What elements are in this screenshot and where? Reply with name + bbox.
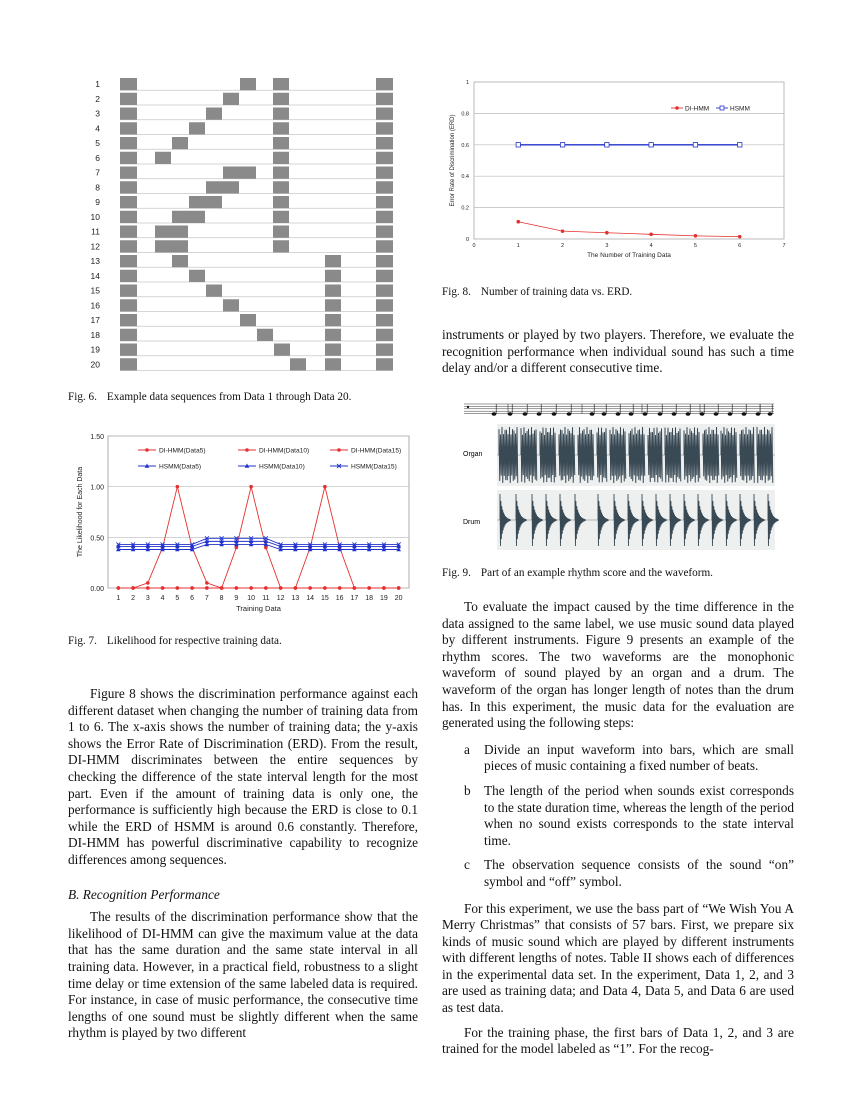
fig8-x-tick-label: 5 bbox=[693, 243, 697, 249]
fig9-note-head bbox=[714, 412, 719, 415]
fig7-x-tick-label: 17 bbox=[350, 595, 359, 602]
fig9-note-head bbox=[537, 412, 542, 415]
fig6-sound-block bbox=[120, 329, 137, 341]
fig8-series-line bbox=[518, 222, 739, 237]
fig6-sound-block bbox=[376, 93, 393, 105]
fig6-sound-block bbox=[376, 196, 393, 208]
fig7-data-point bbox=[146, 586, 150, 590]
fig7-y-tick-label: 0.00 bbox=[90, 586, 104, 593]
fig6-sound-block bbox=[325, 255, 341, 267]
fig9-rhythm-waveform bbox=[442, 398, 794, 554]
fig8-x-tick-label: 6 bbox=[738, 243, 742, 249]
step-text: The length of the period when sounds exist corresponds to the state duration time, whereas the length of the period when no sound exists corresponds to the state interval time. bbox=[484, 782, 794, 848]
left-column-text bbox=[68, 686, 418, 1042]
fig9-note-head bbox=[728, 412, 733, 415]
fig7-x-tick-label: 2 bbox=[131, 595, 136, 602]
fig9-note-head bbox=[590, 412, 595, 415]
fig7-y-axis-label: The Likelihood for Each Data bbox=[77, 466, 84, 558]
fig6-sound-block bbox=[376, 78, 393, 90]
fig6-sound-block bbox=[257, 329, 273, 341]
fig6-sound-block bbox=[120, 181, 137, 193]
paragraph-evaluation-setup: To evaluate the impact caused by the time difference in the data assigned to the same label, we use music sound data played by different instruments. Figure 9 presents an example of the rhythm scores. The two waveforms are the monophonic waveform of sound played by an organ and a drum. The waveform of the organ has longer length of notes than the drum has. In this experiment, the music data for the evaluation are generated using the following steps: bbox=[442, 599, 794, 731]
organ-label: Organ bbox=[463, 451, 483, 458]
fig6-sound-block bbox=[376, 358, 393, 370]
fig9-note-head bbox=[658, 412, 663, 415]
fig8-data-point bbox=[605, 143, 609, 147]
fig6-sound-block bbox=[172, 255, 188, 267]
fig6-sound-block bbox=[120, 122, 137, 134]
fig6-sound-block bbox=[376, 226, 393, 238]
fig6-sound-block bbox=[189, 196, 222, 208]
fig8-y-tick-label: 0 bbox=[465, 237, 469, 243]
fig7-x-tick-label: 15 bbox=[320, 595, 329, 602]
fig6-sound-block bbox=[223, 93, 239, 105]
fig9-note-head bbox=[768, 412, 773, 415]
fig6-sound-block bbox=[120, 93, 137, 105]
fig8-legend-label: DI-HMM bbox=[685, 105, 710, 113]
section-heading-recognition-performance: B. Recognition Performance bbox=[68, 886, 220, 902]
fig8-data-point bbox=[649, 232, 653, 236]
paragraph-instruments-continuation: instruments or played by two players. Therefore, we evaluate the recognition performance when individual sound has such a time delay and/or a different consecutive time. bbox=[442, 327, 794, 376]
fig7-x-tick-label: 12 bbox=[276, 595, 285, 602]
fig6-sound-block bbox=[325, 329, 341, 341]
fig6-sound-block bbox=[376, 152, 393, 164]
fig6-sequence-diagram bbox=[80, 74, 400, 374]
fig7-x-tick-label: 13 bbox=[291, 595, 300, 602]
fig6-sound-block bbox=[273, 211, 289, 223]
fig7-series-line bbox=[118, 544, 398, 549]
fig8-figure bbox=[440, 72, 800, 272]
fig7-x-axis-label: Training Data bbox=[236, 604, 281, 613]
fig7-data-point bbox=[294, 586, 298, 590]
paragraph-training-phase: For the training phase, the first bars of Data 1, 2, and 3 are trained for the model labeled as “1”. For the recog- bbox=[442, 1024, 794, 1057]
fig6-caption bbox=[68, 390, 428, 404]
fig9-figure bbox=[442, 398, 794, 554]
fig6-sound-block bbox=[376, 270, 393, 282]
fig7-y-tick-label: 0.50 bbox=[90, 535, 104, 543]
steps-list bbox=[442, 742, 794, 891]
fig6-sound-block bbox=[120, 299, 137, 311]
fig7-data-point bbox=[176, 586, 180, 590]
fig6-row-label: 19 bbox=[90, 344, 100, 355]
fig7-caption-label: Fig. 7. bbox=[68, 635, 97, 647]
fig8-legend-marker bbox=[720, 106, 724, 110]
fig7-data-point bbox=[249, 586, 253, 590]
fig6-sound-block bbox=[273, 108, 289, 120]
fig7-data-point bbox=[131, 586, 135, 590]
fig6-sound-block bbox=[120, 270, 137, 282]
fig6-sound-block bbox=[223, 167, 256, 179]
fig9-note-head bbox=[756, 412, 761, 415]
fig6-sound-block bbox=[240, 78, 256, 90]
fig6-sound-block bbox=[155, 152, 171, 164]
fig6-sound-block bbox=[273, 240, 289, 252]
fig9-note-head bbox=[492, 412, 497, 415]
fig6-sound-block bbox=[325, 299, 341, 311]
fig7-x-tick-label: 16 bbox=[335, 595, 344, 602]
fig7-legend-label: HSMM(Data5) bbox=[159, 463, 202, 471]
fig6-sound-block bbox=[290, 358, 306, 370]
fig7-x-tick-label: 18 bbox=[365, 595, 374, 602]
fig7-data-point bbox=[205, 581, 209, 585]
fig6-sound-block bbox=[376, 137, 393, 149]
fig6-row-label: 16 bbox=[90, 300, 100, 311]
fig6-sound-block bbox=[376, 299, 393, 311]
fig7-legend-marker bbox=[145, 448, 149, 452]
fig6-sound-block bbox=[120, 240, 137, 252]
fig9-note-head bbox=[629, 412, 634, 415]
fig6-row-label: 12 bbox=[90, 241, 100, 252]
fig7-x-tick-label: 5 bbox=[175, 595, 180, 602]
fig6-sound-block bbox=[376, 314, 393, 326]
fig6-sound-block bbox=[120, 358, 137, 370]
fig8-data-point bbox=[516, 220, 520, 224]
fig9-note-head bbox=[508, 412, 513, 415]
fig6-caption-label: Fig. 6. bbox=[68, 391, 97, 403]
fig7-data-point bbox=[190, 586, 194, 590]
fig7-likelihood-chart bbox=[68, 426, 423, 616]
right-column-text-main bbox=[442, 599, 794, 1058]
step-item bbox=[442, 783, 794, 849]
fig8-data-point bbox=[738, 235, 742, 239]
fig7-legend-label: HSMM(Data15) bbox=[351, 463, 397, 471]
fig7-data-point bbox=[146, 581, 150, 585]
fig6-row-label: 5 bbox=[95, 138, 100, 148]
fig9-note-head bbox=[672, 412, 677, 415]
fig8-data-point bbox=[561, 229, 565, 233]
step-text: The observation sequence consists of the sound “on” symbol and “off” symbol. bbox=[484, 857, 794, 889]
fig6-sound-block bbox=[273, 93, 289, 105]
fig6-sound-block bbox=[376, 108, 393, 120]
fig6-row-label: 18 bbox=[90, 329, 100, 340]
fig7-data-point bbox=[264, 586, 268, 590]
fig6-sound-block bbox=[273, 78, 289, 90]
fig7-x-tick-label: 9 bbox=[234, 595, 239, 602]
fig6-sound-block bbox=[206, 285, 222, 297]
fig8-y-axis-label: Error Rate of Discrimination (ERD) bbox=[450, 114, 456, 207]
fig6-sound-block bbox=[325, 344, 341, 356]
fig6-sound-block bbox=[376, 122, 393, 134]
fig6-sound-block bbox=[273, 137, 289, 149]
fig7-data-point bbox=[397, 586, 401, 590]
right-column-text-top bbox=[442, 327, 794, 377]
fig7-data-point bbox=[161, 586, 165, 590]
fig6-sound-block bbox=[376, 181, 393, 193]
fig6-sound-block bbox=[376, 240, 393, 252]
fig6-sound-block bbox=[273, 226, 289, 238]
fig7-legend-label: DI-HMM(Data15) bbox=[351, 447, 402, 455]
fig8-data-point bbox=[516, 143, 520, 147]
fig7-data-point bbox=[367, 586, 371, 590]
step-label: c bbox=[464, 857, 470, 873]
fig6-row-label: 10 bbox=[90, 211, 100, 222]
fig8-x-tick-label: 4 bbox=[649, 243, 653, 249]
fig6-sound-block bbox=[273, 181, 289, 193]
fig9-note-head bbox=[742, 412, 747, 415]
fig7-x-tick-label: 6 bbox=[190, 595, 195, 602]
fig9-caption bbox=[442, 566, 802, 580]
fig6-row-label: 9 bbox=[95, 197, 100, 207]
fig9-note-head bbox=[602, 412, 607, 415]
fig6-row-label: 13 bbox=[90, 256, 100, 266]
fig6-sound-block bbox=[273, 122, 289, 134]
fig6-sound-block bbox=[273, 167, 289, 179]
fig8-x-tick-label: 1 bbox=[516, 243, 520, 249]
fig6-figure bbox=[80, 74, 400, 374]
fig9-note-head bbox=[643, 412, 648, 415]
fig6-sound-block bbox=[325, 270, 341, 282]
fig6-sound-block bbox=[240, 314, 256, 326]
fig7-x-tick-label: 14 bbox=[306, 595, 315, 602]
fig9-note-head bbox=[686, 412, 691, 415]
fig8-data-point bbox=[738, 143, 742, 147]
fig8-x-tick-label: 7 bbox=[782, 243, 786, 249]
fig6-sound-block bbox=[189, 122, 205, 134]
fig7-x-tick-label: 4 bbox=[160, 595, 165, 602]
fig6-sound-block bbox=[189, 270, 205, 282]
fig7-data-point bbox=[235, 586, 239, 590]
fig6-row-label: 11 bbox=[91, 226, 100, 237]
fig6-sound-block bbox=[325, 358, 341, 370]
fig6-sound-block bbox=[376, 285, 393, 297]
fig9-note-head bbox=[616, 412, 621, 415]
fig6-sound-block bbox=[155, 226, 188, 238]
fig6-row-label: 6 bbox=[95, 152, 100, 163]
fig7-y-tick-label: 1.50 bbox=[90, 434, 104, 441]
fig6-sound-block bbox=[120, 137, 137, 149]
drum-label: Drum bbox=[463, 519, 481, 526]
fig8-y-tick-label: 0.4 bbox=[461, 174, 469, 181]
fig6-sound-block bbox=[206, 108, 222, 120]
fig6-sound-block bbox=[120, 285, 137, 297]
fig6-row-label: 1 bbox=[95, 79, 100, 89]
fig7-x-tick-label: 19 bbox=[380, 595, 388, 602]
fig8-caption bbox=[442, 285, 802, 299]
fig6-sound-block bbox=[120, 255, 137, 267]
fig6-row-label: 4 bbox=[95, 123, 100, 134]
fig6-row-label: 20 bbox=[90, 359, 100, 370]
fig6-row-label: 7 bbox=[95, 167, 100, 178]
fig8-y-tick-label: 0.6 bbox=[461, 142, 469, 149]
fig6-row-label: 17 bbox=[90, 315, 100, 325]
fig6-sound-block bbox=[223, 299, 239, 311]
fig7-data-point bbox=[117, 586, 121, 590]
fig6-sound-block bbox=[206, 181, 239, 193]
fig7-data-point bbox=[323, 586, 327, 590]
fig8-data-point bbox=[605, 231, 609, 235]
fig8-caption-text: Number of training data vs. ERD. bbox=[480, 286, 633, 298]
fig6-sound-block bbox=[376, 211, 393, 223]
fig6-sound-block bbox=[273, 196, 289, 208]
fig7-legend-marker bbox=[337, 448, 341, 452]
fig6-sound-block bbox=[120, 344, 137, 356]
fig7-data-point bbox=[249, 485, 253, 489]
fig7-data-point bbox=[382, 586, 386, 590]
fig7-plot-frame bbox=[108, 436, 409, 588]
fig7-x-tick-label: 3 bbox=[145, 595, 150, 602]
fig8-data-point bbox=[694, 234, 698, 238]
fig6-sound-block bbox=[274, 344, 290, 356]
fig9-caption-label: Fig. 9. bbox=[442, 567, 471, 579]
fig8-x-tick-label: 0 bbox=[472, 243, 476, 249]
fig7-caption-text: Likelihood for respective training data. bbox=[106, 635, 282, 647]
fig7-data-point bbox=[220, 586, 224, 590]
fig7-data-point bbox=[205, 586, 209, 590]
fig6-sound-block bbox=[120, 211, 137, 223]
fig6-sound-block bbox=[120, 314, 137, 326]
fig6-sound-block bbox=[376, 329, 393, 341]
fig8-data-point bbox=[693, 143, 697, 147]
fig7-data-point bbox=[176, 485, 180, 489]
step-item bbox=[442, 857, 794, 890]
fig9-caption-text: Part of an example rhythm score and the waveform. bbox=[480, 567, 713, 579]
fig7-x-tick-label: 7 bbox=[204, 595, 209, 602]
fig9-note-head bbox=[523, 412, 528, 415]
fig8-y-tick-label: 1 bbox=[465, 80, 469, 86]
fig8-x-tick-label: 2 bbox=[561, 243, 565, 249]
fig6-sound-block bbox=[120, 152, 137, 164]
fig6-sound-block bbox=[120, 196, 137, 208]
fig7-data-point bbox=[353, 586, 357, 590]
fig9-note-head bbox=[552, 412, 557, 415]
fig6-row-label: 8 bbox=[95, 182, 100, 193]
fig6-sound-block bbox=[376, 255, 393, 267]
fig9-note-head bbox=[700, 412, 705, 415]
fig6-sound-block bbox=[120, 78, 137, 90]
fig8-y-tick-label: 0.2 bbox=[461, 205, 469, 212]
fig6-row-label: 15 bbox=[90, 285, 100, 296]
paragraph-figure8-discussion: Figure 8 shows the discrimination performance against each different dataset when changing the number of training data from 1 to 6. The x-axis shows the number of training data; the y-axis shows the Error Rate of Discrimination (ERD). From the result, DI-HMM discriminates between the entire sequences by checking the difference of the state interval length for the most part. Even if the amount of training data is only one, the performance is sufficiently high because the ERD is close to 0.1 while the ERD of HSMM is around 0.6 constantly. Therefore, DI-HMM has powerful discriminative capability to recognize differences among sequences. bbox=[68, 686, 418, 867]
fig6-sound-block bbox=[376, 167, 393, 179]
fig6-sound-block bbox=[376, 344, 393, 356]
fig7-figure bbox=[68, 426, 423, 616]
fig7-data-point bbox=[323, 485, 327, 489]
fig8-data-point bbox=[649, 143, 653, 147]
fig7-legend-label: DI-HMM(Data10) bbox=[259, 447, 310, 455]
fig7-x-tick-label: 1 bbox=[116, 595, 121, 602]
fig6-sound-block bbox=[325, 314, 341, 326]
fig7-y-tick-label: 1.00 bbox=[90, 484, 104, 492]
fig8-caption-label: Fig. 8. bbox=[442, 286, 471, 298]
fig6-row-label: 2 bbox=[95, 93, 100, 104]
fig6-row-label: 3 bbox=[95, 108, 100, 119]
step-text: Divide an input waveform into bars, which are small pieces of music containing a fixed number of beats. bbox=[484, 741, 794, 774]
fig7-caption bbox=[68, 634, 428, 648]
fig7-series-line bbox=[118, 541, 398, 546]
fig7-data-point bbox=[338, 586, 342, 590]
fig6-sound-block bbox=[155, 240, 188, 252]
fig8-erd-chart bbox=[440, 72, 800, 272]
fig6-sound-block bbox=[325, 285, 341, 297]
fig7-legend-label: HSMM(Data10) bbox=[259, 463, 305, 471]
fig7-data-point bbox=[308, 586, 312, 590]
fig6-sound-block bbox=[172, 137, 188, 149]
fig6-sound-block bbox=[120, 167, 137, 179]
fig7-x-tick-label: 8 bbox=[219, 595, 224, 602]
fig8-x-tick-label: 3 bbox=[605, 243, 609, 249]
fig6-sound-block bbox=[120, 108, 137, 120]
fig8-legend-label: HSMM bbox=[730, 105, 750, 113]
fig7-x-tick-label: 20 bbox=[394, 595, 403, 602]
fig6-caption-text: Example data sequences from Data 1 through Data 20. bbox=[106, 391, 352, 403]
fig7-x-tick-label: 11 bbox=[262, 595, 270, 602]
fig6-row-label: 14 bbox=[90, 270, 100, 281]
fig6-sound-block bbox=[273, 152, 289, 164]
fig7-x-tick-label: 10 bbox=[247, 595, 256, 602]
fig8-data-point bbox=[560, 143, 564, 147]
step-label: b bbox=[464, 782, 471, 798]
fig8-legend-marker bbox=[675, 106, 679, 110]
fig9-clef-mark bbox=[467, 406, 469, 408]
fig9-note-head bbox=[567, 412, 572, 415]
fig7-legend-label: DI-HMM(Data5) bbox=[159, 447, 206, 455]
fig6-sound-block bbox=[172, 211, 205, 223]
paragraph-recognition-performance: The results of the discrimination performance show that the likelihood of DI-HMM can give the maximum value at the data that has the same duration and the same state interval in all training data. However, in a practical field, robustness to a slight time delay or time extension of the same labeled data is required. For instance, in case of music performance, the consecutive time lengths of one sound must be slightly different when the same rhythm is played by two different bbox=[68, 909, 418, 1041]
paragraph-experiment-data: For this experiment, we use the bass part of “We Wish You A Merry Christmas” that consists of 57 bars. First, we prepare six kinds of music sound which are played by different instruments with different lengths of notes. Table II shows each of differences in the experimental data set. In the experiment, Data 1, 2, and 3 are used as training data; and Data 4, Data 5, and Data 6 are used as test data. bbox=[442, 900, 794, 1016]
fig7-data-point bbox=[279, 586, 283, 590]
fig8-y-tick-label: 0.8 bbox=[461, 111, 469, 118]
fig7-legend-marker bbox=[245, 448, 249, 452]
step-label: a bbox=[464, 741, 470, 757]
fig8-x-axis-label: The Number of Training Data bbox=[587, 252, 671, 259]
step-item bbox=[442, 742, 794, 775]
fig6-sound-block bbox=[120, 226, 137, 238]
